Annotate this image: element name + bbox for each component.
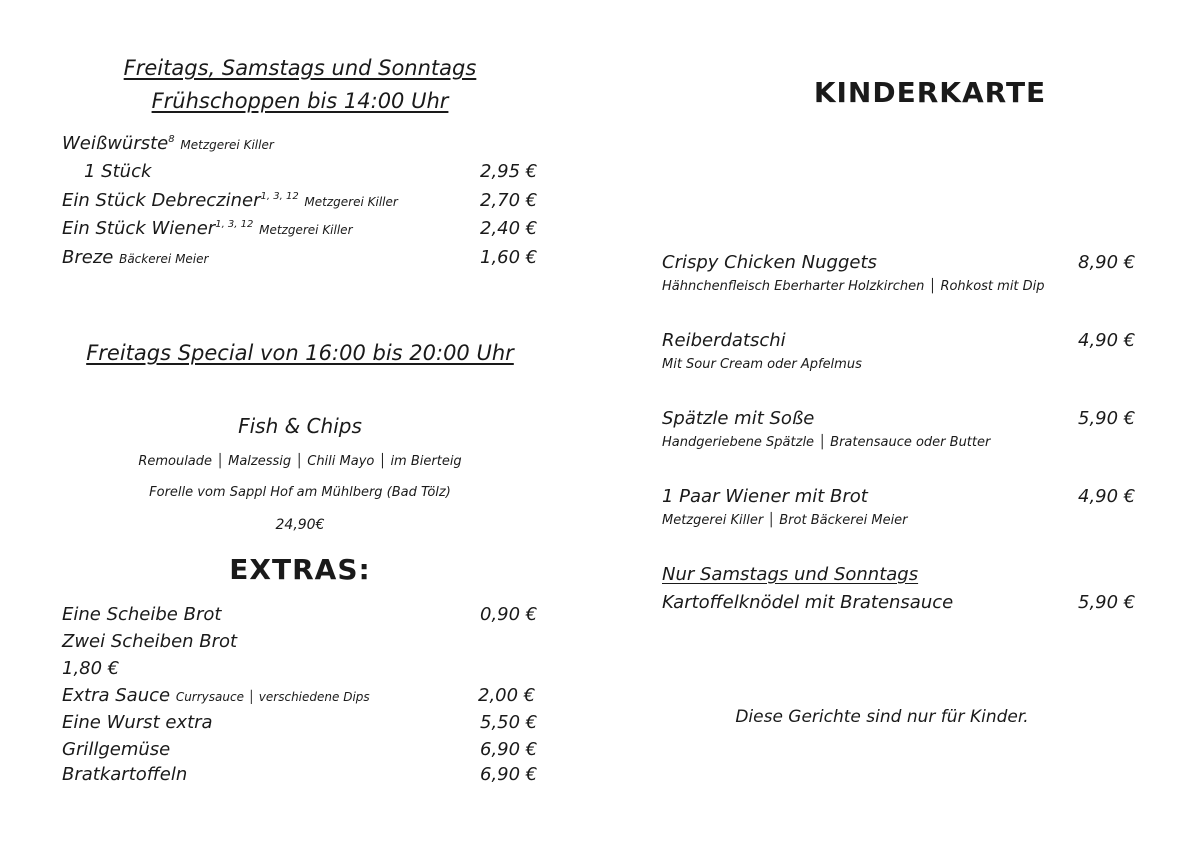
extra-item: Zwei Scheiben Brot (62, 631, 238, 652)
menu-item-weisswuerste (62, 133, 274, 154)
extra-item: Eine Wurst extra (62, 712, 213, 733)
item-supplier: Metzgerei Killer (259, 223, 353, 237)
item-supplier: Metzgerei Killer (180, 138, 274, 152)
extra-item: Bratkartoffeln (62, 764, 188, 785)
kids-item-price: 5,90 € (1078, 408, 1136, 429)
item-price: 1,60 € (480, 247, 538, 268)
special-heading: Freitags Special von 16:00 bis 20:00 Uhr (86, 341, 514, 365)
menu-item-debrecziner (62, 190, 398, 211)
kinderkarte-title: KINDERKARTE (813, 76, 1047, 109)
item-name: Ein Stück Debrecziner (62, 190, 261, 211)
kids-footer-note: Diese Gerichte sind nur für Kinder. (735, 707, 1029, 727)
item-name: Ein Stück Wiener (62, 218, 216, 239)
kids-item-desc: Metzgerei Killer │ Brot Bäckerei Meier (662, 513, 908, 528)
item-name: Breze (62, 247, 114, 268)
extra-item: 1,80 € (62, 658, 120, 679)
menu-item-breze (62, 247, 208, 268)
item-price: 2,70 € (480, 190, 538, 211)
kids-item-desc: Mit Sour Cream oder Apfelmus (662, 357, 862, 372)
weekend-heading: Freitags, Samstags und Sonntags (123, 56, 477, 80)
menu-item-1-stueck: 1 Stück (84, 161, 152, 182)
kids-weekend-price: 5,90 € (1078, 592, 1136, 613)
kids-item-price: 8,90 € (1078, 252, 1136, 273)
item-allergen: 8 (168, 134, 175, 145)
extra-name: Extra Sauce (62, 685, 171, 706)
kids-item-desc: Hähnchenfleisch Eberharter Holzkirchen │ Rohkost mit Dip (662, 279, 1045, 294)
kids-item-name: Spätzle mit Soße (662, 408, 815, 429)
item-name: Weißwürste (62, 133, 169, 154)
extra-price: 6,90 € (480, 739, 538, 760)
extra-price: 2,00 € (478, 685, 536, 706)
kids-item-price: 4,90 € (1078, 486, 1136, 507)
item-allergen: 1, 3, 12 (215, 219, 254, 230)
fish-price: 24,90€ (275, 517, 325, 533)
extras-heading: EXTRAS: (229, 553, 371, 586)
extra-item-sauce (62, 685, 370, 706)
extra-item: Eine Scheibe Brot (62, 604, 222, 625)
kids-item-name: Reiberdatschi (662, 330, 786, 351)
extra-note: Currysauce │ verschiedene Dips (175, 690, 370, 704)
fish-details: Remoulade │ Malzessig │ Chili Mayo │ im Bierteig (138, 454, 462, 469)
extra-price: 0,90 € (480, 604, 538, 625)
item-price: 2,95 € (480, 161, 538, 182)
fish-title: Fish & Chips (238, 414, 362, 438)
item-supplier: Bäckerei Meier (119, 252, 209, 266)
extra-price: 5,50 € (480, 712, 538, 733)
item-supplier: Metzgerei Killer (304, 195, 398, 209)
item-price: 2,40 € (480, 218, 538, 239)
kids-weekend-heading: Nur Samstags und Sonntags (662, 564, 919, 585)
fruehschoppen-heading: Frühschoppen bis 14:00 Uhr (151, 89, 449, 113)
kids-item-name: Crispy Chicken Nuggets (662, 252, 877, 273)
menu-item-wiener (62, 218, 353, 239)
extra-item: Grillgemüse (62, 739, 171, 760)
fish-origin: Forelle vom Sappl Hof am Mühlberg (Bad Tölz) (149, 485, 451, 500)
item-allergen: 1, 3, 12 (260, 191, 299, 202)
kids-weekend-item: Kartoffelknödel mit Bratensauce (662, 592, 954, 613)
kids-item-name: 1 Paar Wiener mit Brot (662, 486, 868, 507)
kids-item-desc: Handgeriebene Spätzle │ Bratensauce oder Butter (662, 435, 991, 450)
extra-price: 6,90 € (480, 764, 538, 785)
kids-item-price: 4,90 € (1078, 330, 1136, 351)
